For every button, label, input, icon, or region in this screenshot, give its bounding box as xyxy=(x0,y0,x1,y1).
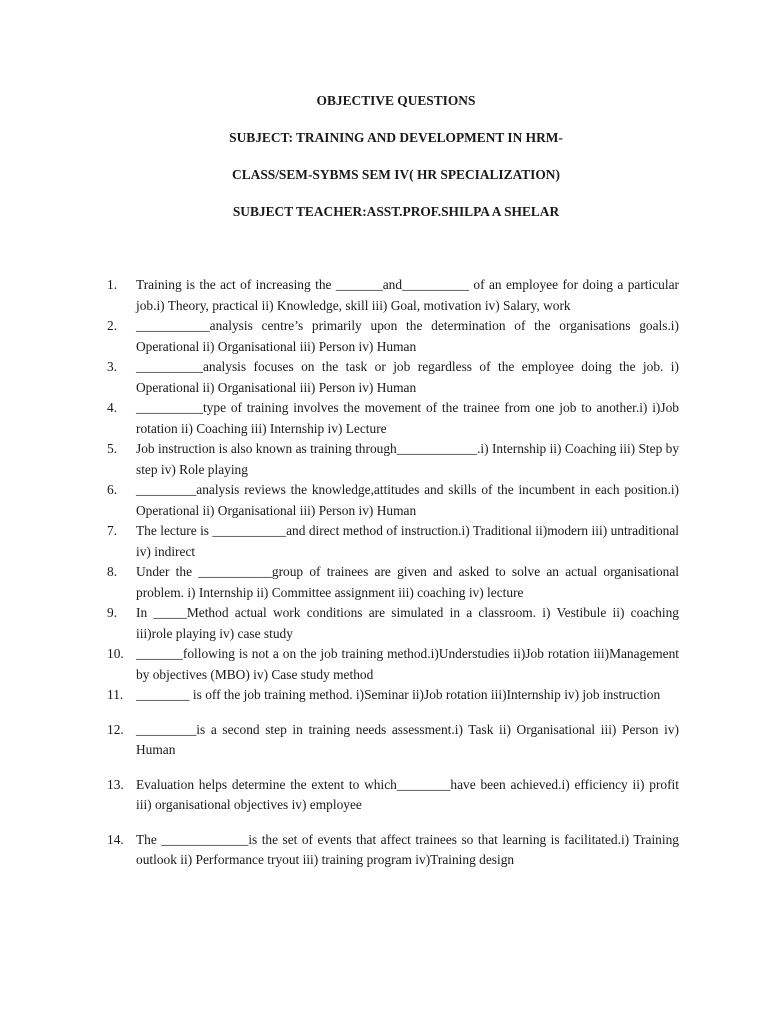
question-text: ___________analysis centre’s primarily upon the determination of the organisations goals.i) Operational ii) Organisational iii) Person iv) Human xyxy=(136,318,679,354)
question-item xyxy=(107,830,679,871)
question-number: 10. xyxy=(107,646,124,661)
question-number: 8. xyxy=(107,564,118,579)
question-item xyxy=(107,480,679,521)
question-number: 6. xyxy=(107,482,118,497)
question-number: 2. xyxy=(107,318,118,333)
question-number: 1. xyxy=(107,277,118,292)
question-number: 11. xyxy=(107,687,124,702)
question-item xyxy=(107,439,679,480)
question-list xyxy=(107,275,679,871)
question-item xyxy=(107,521,679,562)
header-class-sem: CLASS/SEM-SYBMS SEM IV( HR SPECIALIZATION) xyxy=(232,167,560,182)
question-item xyxy=(107,398,679,439)
question-number: 3. xyxy=(107,359,118,374)
question-item xyxy=(107,357,679,398)
question-text: _________analysis reviews the knowledge,attitudes and skills of the incumbent in each position.i) Operational ii) Organisational iii) Person iv) Human xyxy=(136,482,679,518)
question-item xyxy=(107,275,679,316)
question-item xyxy=(107,603,679,644)
question-number: 4. xyxy=(107,400,118,415)
question-text: ________ is off the job training method. i)Seminar ii)Job rotation iii)Internship iv) job instruction xyxy=(136,687,661,702)
question-number: 14. xyxy=(107,831,124,847)
question-text: In _____Method actual work conditions are simulated in a classroom. i) Vestibule ii) coaching iii)role playing iv) case study xyxy=(136,605,679,641)
question-text: Training is the act of increasing the _______and__________ of an employee for doing a particular job.i) Theory, practical ii) Knowledge, skill iii) Goal, motivation iv) Salary, work xyxy=(136,277,679,313)
question-number: 5. xyxy=(107,441,118,456)
question-item xyxy=(107,316,679,357)
question-number: 12. xyxy=(107,721,124,737)
header-teacher: SUBJECT TEACHER:ASST.PROF.SHILPA A SHELAR xyxy=(232,204,560,219)
question-item xyxy=(107,775,679,816)
question-item xyxy=(107,685,679,706)
document-header xyxy=(0,93,770,220)
question-text: __________type of training involves the movement of the trainee from one job to another.i) i)Job rotation ii) Coaching iii) Internship iv) Lecture xyxy=(136,400,679,436)
header-title: OBJECTIVE QUESTIONS xyxy=(316,93,476,108)
question-text: _________is a second step in training needs assessment.i) Task ii) Organisational iii) Person iv) Human xyxy=(136,721,679,757)
question-number: 7. xyxy=(107,523,118,538)
header-subject: SUBJECT: TRAINING AND DEVELOPMENT IN HRM- xyxy=(229,130,563,145)
question-number: 13. xyxy=(107,776,124,792)
question-text: Job instruction is also known as training through____________.i) Internship ii) Coaching iii) Step by step iv) Role playing xyxy=(136,441,680,477)
question-text: The lecture is ___________and direct method of instruction.i) Traditional ii)modern iii) untraditional iv) indirect xyxy=(136,523,679,559)
question-text: The _____________is the set of events that affect trainees so that learning is facilitated.i) Training outlook ii) Performance tryout iii) training program iv)Training design xyxy=(136,831,679,867)
question-item xyxy=(107,644,679,685)
question-number: 9. xyxy=(107,605,118,620)
question-item xyxy=(107,720,679,761)
question-text: Evaluation helps determine the extent to which________have been achieved.i) efficiency ii) profit iii) organisational objectives iv) employee xyxy=(136,776,679,812)
question-text: Under the ___________group of trainees are given and asked to solve an actual organisational problem. i) Internship ii) Committee assignment iii) coaching iv) lecture xyxy=(136,564,679,600)
question-item xyxy=(107,562,679,603)
question-text: _______following is not a on the job training method.i)Understudies ii)Job rotation iii)Management by objectives (MBO) iv) Case study method xyxy=(136,646,679,682)
question-text: __________analysis focuses on the task or job regardless of the employee doing the job. i) Operational ii) Organisational iii) Person iv) Human xyxy=(136,359,679,395)
